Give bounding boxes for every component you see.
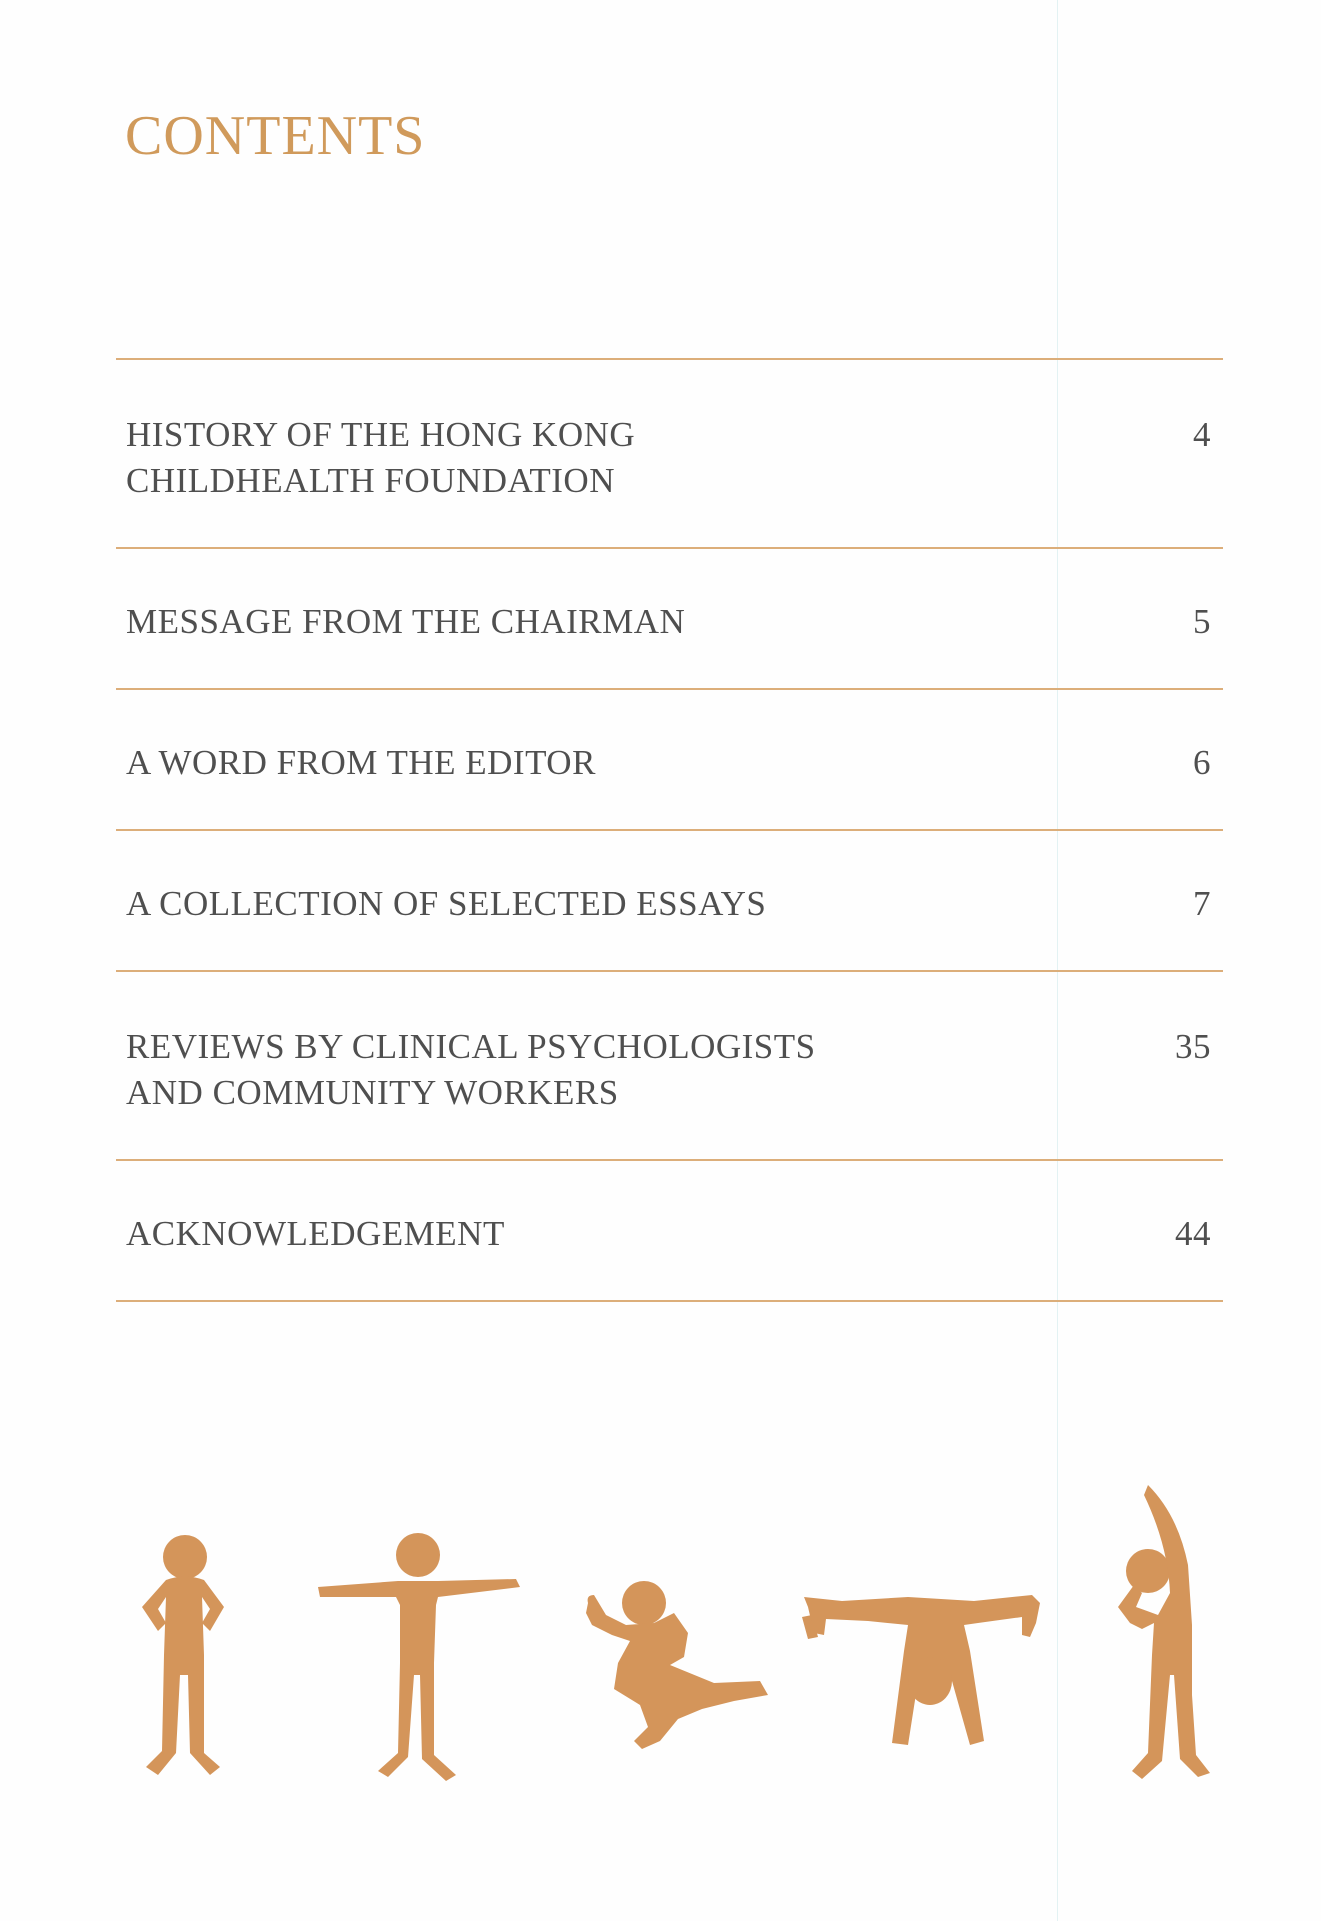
hands-on-hips-figure-icon — [142, 1535, 224, 1775]
running-figure-icon — [586, 1581, 768, 1749]
toc-entry-label: ACKNOWLEDGEMENT — [126, 1214, 505, 1253]
side-stretch-figure-icon — [1118, 1485, 1210, 1779]
divider — [116, 1300, 1223, 1302]
toc-entry-label: A WORD FROM THE EDITOR — [126, 743, 596, 782]
toc-entry-page: 35 — [1175, 1027, 1211, 1066]
toc-entry-label: HISTORY OF THE HONG KONG CHILDHEALTH FOUNDATION — [126, 415, 636, 500]
toc-entry-label: A COLLECTION OF SELECTED ESSAYS — [126, 884, 767, 923]
page-title: CONTENTS — [125, 105, 426, 167]
toc-entry-reviews[interactable] — [116, 972, 1223, 1159]
toc-entry-history[interactable] — [116, 360, 1223, 547]
toc-entry-page: 44 — [1175, 1214, 1211, 1253]
toc-entry-essays[interactable] — [116, 831, 1223, 970]
bending-over-figure-icon — [802, 1595, 1040, 1745]
toc-entry-label: MESSAGE FROM THE CHAIRMAN — [126, 602, 686, 641]
toc-entry-label: REVIEWS BY CLINICAL PSYCHOLOGISTS AND COMMUNITY WORKERS — [126, 1027, 816, 1112]
table-of-contents — [116, 358, 1223, 1302]
toc-entry-acknowledgement[interactable] — [116, 1161, 1223, 1300]
figures-illustration — [118, 1485, 1228, 1785]
toc-entry-page: 7 — [1193, 884, 1211, 923]
toc-entry-page: 4 — [1193, 415, 1211, 454]
toc-entry-page: 6 — [1193, 743, 1211, 782]
arms-outstretched-figure-icon — [318, 1533, 520, 1781]
toc-entry-editor-word[interactable] — [116, 690, 1223, 829]
toc-entry-chairman-message[interactable] — [116, 549, 1223, 688]
toc-entry-page: 5 — [1193, 602, 1211, 641]
